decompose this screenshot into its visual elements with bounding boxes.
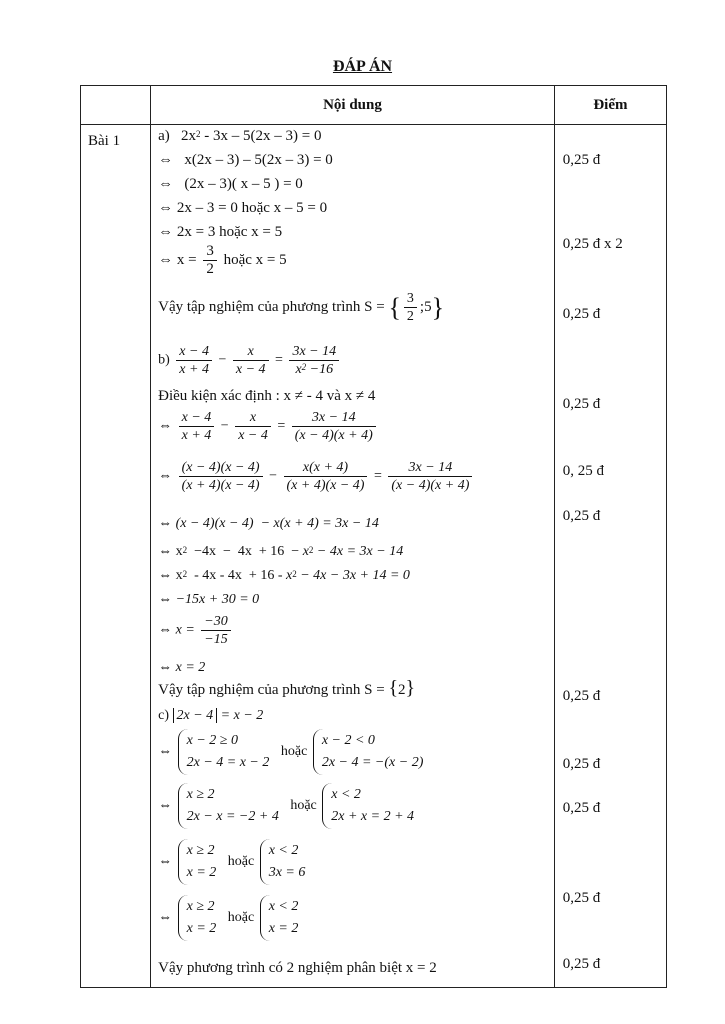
eq-b-line1: b) $\frac{x - 4}{x + 4}$ − $\frac{x}{x - 4}$ = $\frac{3x - 14}{x^2 -16}$	[158, 343, 342, 378]
header-content: Nội dung	[151, 86, 555, 125]
eq-c-line4: ⇔ x ≥ 2 x = 2 hoặc x < 2 3x = 6	[158, 839, 313, 885]
word-hoac: hoặc	[227, 910, 255, 926]
eq-a-line2: ⇔ x(2x – 3) – 5(2x – 3) = 0	[158, 152, 333, 168]
eq-a-line5: ⇔ 2x = 3 hoặc x = 5	[158, 224, 283, 240]
score-item: 0,25 đ	[562, 800, 601, 816]
eq-b-dkxd: Điều kiện xác định : x ≠ - 4 và x ≠ 4	[158, 388, 376, 404]
eq-b-line2: ⇔ $\frac{x - 4}{x + 4}$ − $\frac{x}{x - 4}$ = $\frac{3x - 14}{(x - 4)(x + 4)}$	[158, 409, 379, 444]
score-cell	[554, 125, 666, 988]
eq-c-line2: ⇔ x − 2 ≥ 0 2x − 4 = x − 2 hoặc x − 2 < 0 2x − 4 = −(x − 2)	[158, 729, 431, 775]
eq-a-line1: a) $2x^2 - 3x - 5(2x - 3) = 0$	[158, 128, 322, 144]
eq-a-solution-set: Vậy tập nghiệm của phương trình S = { $\frac{3}{2}$ ;5}	[158, 291, 445, 324]
answer-table	[80, 85, 667, 988]
eq-b-line5: ⇔ $x^2 -4x - 4x + 16 - x^2 - 4x = 3x - 14$	[158, 544, 404, 559]
content-cell	[151, 125, 555, 988]
score-item: 0,25 đ	[562, 396, 601, 412]
score-item: 0, 25 đ	[562, 463, 605, 479]
eq-c-line3: ⇔ x ≥ 2 2x − x = −2 + 4 hoặc x < 2 2x + x = 2 + 4	[158, 783, 422, 829]
page-title: ĐÁP ÁN	[332, 58, 393, 75]
table-header-row	[81, 86, 667, 125]
eq-a-line3: ⇔ (2x – 3)( x – 5 ) = 0	[158, 176, 303, 192]
word-hoac: hoặc	[227, 854, 255, 870]
eq-a-line6-tail: hoặc x = 5	[223, 251, 287, 268]
solution-set-label: Vậy tập nghiệm của phương trình S =	[158, 682, 385, 698]
problem-label: Bài 1	[81, 125, 151, 988]
word-hoac: hoặc	[290, 798, 317, 814]
eq-c-conclusion: Vậy phương trình có 2 nghiệm phân biệt x = 2	[158, 960, 437, 976]
eq-c-line1: c) 2x − 4 = x − 2	[158, 708, 264, 723]
header-cell-empty	[81, 86, 151, 125]
eq-b-line6: ⇔ $x^2 - 4x - 4x + 16 - x^2 - 4x - 3x + 14 = 0$	[158, 568, 410, 583]
score-item: 0,25 đ	[562, 890, 601, 906]
eq-a-line6: ⇔ x = $\frac{3}{2}$ hoặc x = 5	[158, 243, 287, 277]
score-item: 0,25 đ	[562, 306, 601, 322]
score-item: 0,25 đ	[562, 508, 601, 524]
eq-b-line3: ⇔ $\frac{(x - 4)(x - 4)}{(x + 4)(x - 4)}$ − $\frac{x(x + 4)}{(x + 4)(x - 4)}$ = $\frac{3x - 14}{(x - 4)(x + 4)}$	[158, 459, 475, 494]
word-hoac: hoặc	[280, 744, 308, 760]
score-item: 0,25 đ x 2	[562, 236, 623, 252]
eq-b-line7: ⇔ −15x + 30 = 0	[158, 592, 260, 607]
eq-b-line4: ⇔ (x − 4)(x − 4) − x(x + 4) = 3x − 14	[158, 516, 379, 531]
eq-c-line5: ⇔ x ≥ 2 x = 2 hoặc x < 2 x = 2	[158, 895, 306, 941]
score-item: 0,25 đ	[562, 152, 601, 168]
solution-set-label: Vậy tập nghiệm của phương trình S =	[158, 298, 385, 315]
table-row	[81, 125, 667, 988]
score-item: 0,25 đ	[562, 956, 601, 972]
score-item: 0,25 đ	[562, 756, 601, 772]
header-score: Điểm	[554, 86, 666, 125]
eq-a-line4: ⇔ 2x – 3 = 0 hoặc x – 5 = 0	[158, 200, 328, 216]
eq-b-line9: ⇔ x = 2	[158, 660, 206, 675]
score-item: 0,25 đ	[562, 688, 601, 704]
eq-b-line8: ⇔ x = $\frac{-30}{-15}$	[158, 613, 234, 648]
eq-b-solution-set: Vậy tập nghiệm của phương trình S = {2}	[158, 677, 416, 699]
